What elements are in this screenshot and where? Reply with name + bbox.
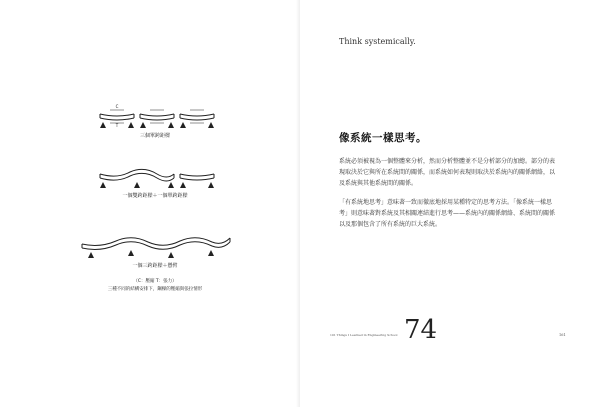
page-folio: 161 xyxy=(559,333,566,337)
body-paragraph-2: 「有系統地思考」意味著一致而徹底地採用某種特定的思考方法。「像系統一樣思考」則意味著對系統及其相關連結進行思考——系統內的關係網絡、系統間的關係以及那個包含了所有系統的巨大系統。 xyxy=(339,199,556,228)
section-heading: 像系統一樣思考。 xyxy=(339,132,427,144)
tension-mark: T xyxy=(115,123,119,128)
panel-label-3: 一個三跨距樑＋懸臂 xyxy=(132,263,178,269)
running-head: Think systemically. xyxy=(339,37,416,46)
panel-label-2: 一個雙跨距樑＋一個單跨距樑 xyxy=(122,193,188,199)
lesson-number: 74 xyxy=(404,315,438,345)
footer-book-title: 101 Things I Learned in Engineering School xyxy=(330,333,398,337)
body-paragraph-1: 系統必須被視為一個整體來分析，然而分析整體並不是分析部分的加總。部分的表現取決於它與所在系統間的關係，而系統如何表現則取決於系統內的關係網絡，以及系統與其他系統間的關係。 xyxy=(339,158,556,187)
compression-mark: C xyxy=(115,104,119,109)
beam-figure xyxy=(60,92,250,302)
figure-legend: （C：壓縮 T：張力） xyxy=(133,279,177,284)
panel-label-1: 三個單跨距樑 xyxy=(139,133,170,139)
figure-caption: 三種不同的結構安排下，鋼樑的壓縮與張拉情形 xyxy=(107,287,203,292)
